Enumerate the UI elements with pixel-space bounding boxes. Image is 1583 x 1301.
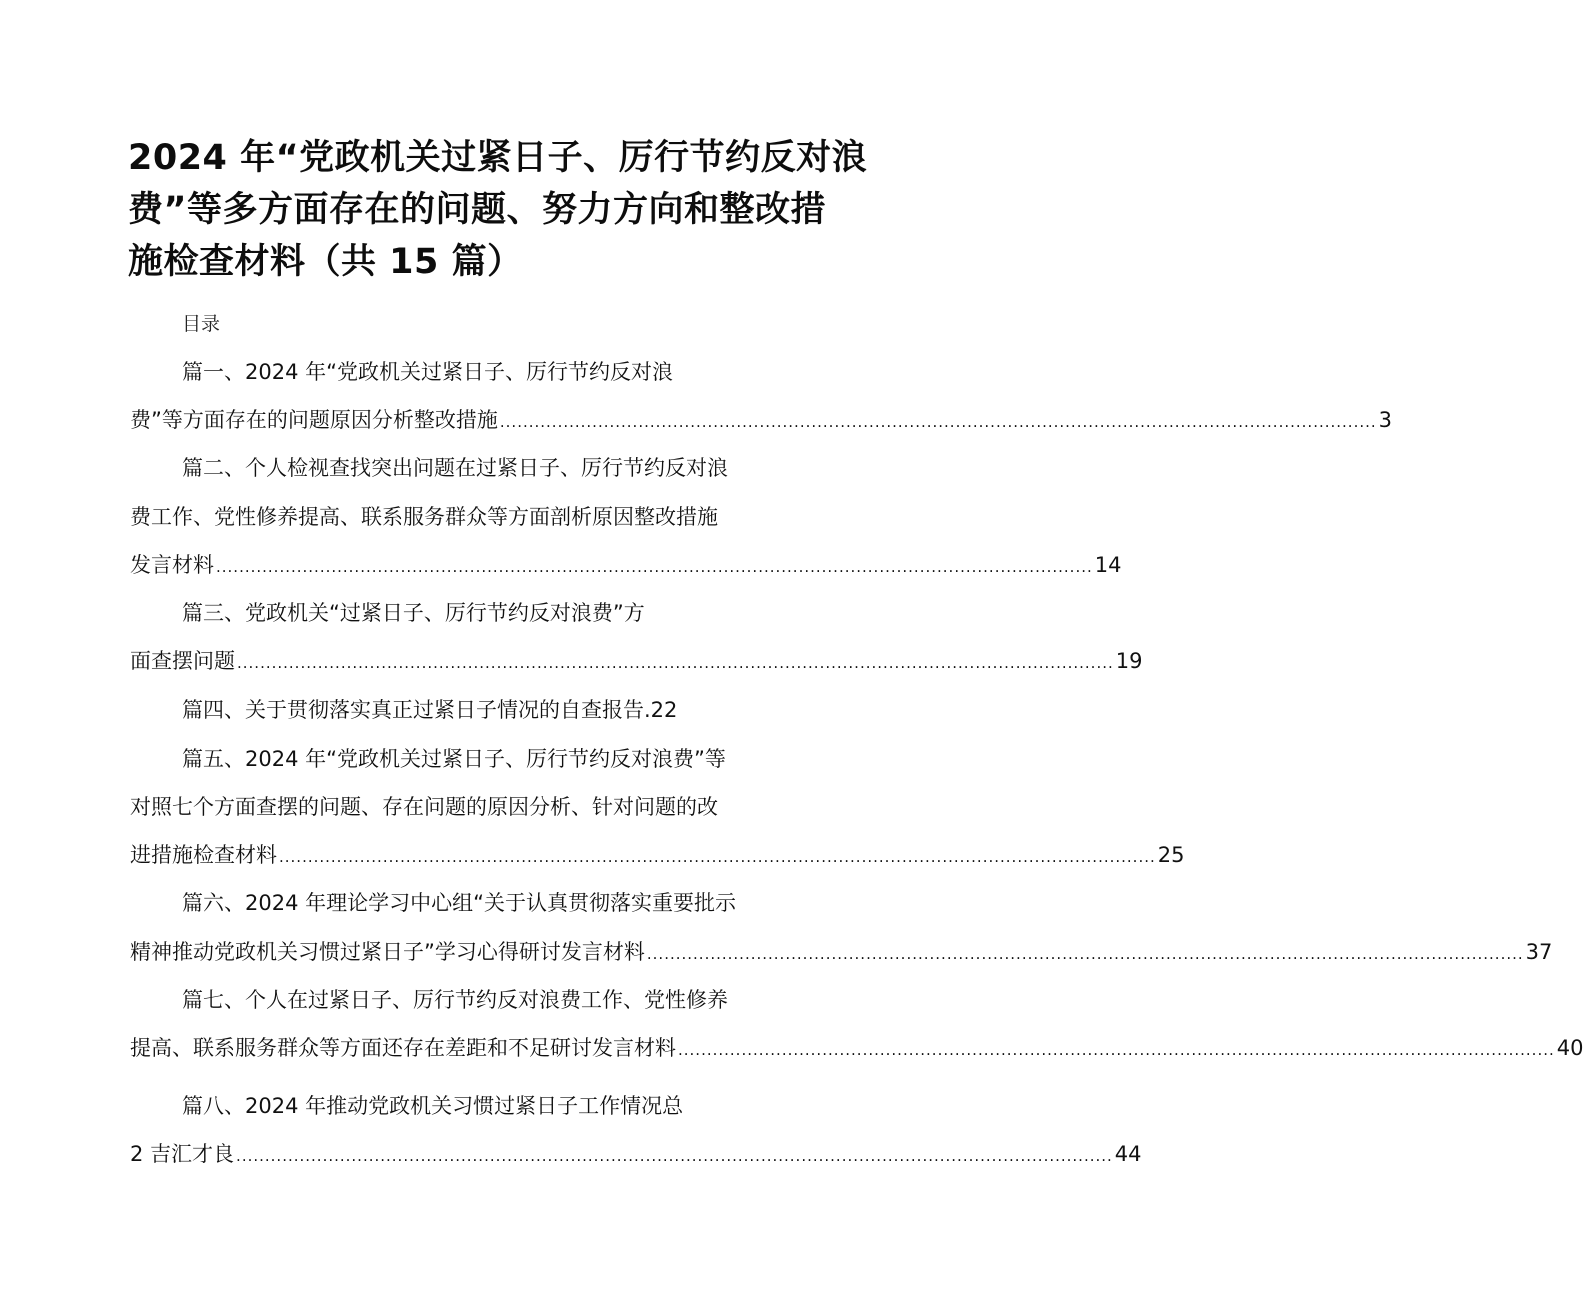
dot-leader: ........................................................................................................................................................ [499, 413, 1377, 431]
toc-entry-3-last-line[interactable] [130, 645, 1143, 677]
title-line-1: 2024 年“党政机关过紧日子、厉行节约反对浪 [128, 138, 868, 178]
toc-entry-8-page: 44 [1114, 1142, 1142, 1166]
dot-leader: ........................................................................................................................................................ [216, 558, 1093, 576]
toc-entry-7-page: 40 [1556, 1036, 1583, 1060]
toc-entry-5-line-1: 篇五、2024 年“党政机关过紧日子、厉行节约反对浪费”等 [182, 747, 726, 771]
toc-heading: 目录 [182, 313, 221, 335]
toc-entry-5-last-line[interactable] [130, 839, 1185, 871]
toc-entry-2-text: 发言材料 [130, 553, 214, 577]
document-title [128, 132, 868, 288]
toc-entry-4-text: 篇四、关于贯彻落实真正过紧日子情况的自查报告 [182, 698, 644, 722]
toc-entry-4-page: .22 [644, 698, 678, 722]
dot-leader: ........................................................................................................................................................ [678, 1041, 1555, 1059]
toc-entry-2-last-line[interactable] [130, 549, 1122, 581]
toc-entry-5-text: 进措施检查材料 [130, 843, 277, 867]
toc-entry-8-line-1: 篇八、2024 年推动党政机关习惯过紧日子工作情况总 [182, 1094, 684, 1118]
toc-entry-5-line-2: 对照七个方面查摆的问题、存在问题的原因分析、针对问题的改 [130, 795, 718, 819]
toc-entry-5-page: 25 [1157, 843, 1185, 867]
toc-entry-6-last-line[interactable] [130, 936, 1553, 968]
toc-entry-8-text: 2 吉汇才良 [130, 1142, 235, 1166]
toc-entry-1-text: 费”等方面存在的问题原因分析整改措施 [130, 408, 498, 432]
dot-leader: ........................................................................................................................................................ [236, 1147, 1113, 1165]
toc-entry-6-page: 37 [1525, 940, 1553, 964]
dot-leader: ........................................................................................................................................................ [237, 654, 1114, 672]
toc-entry-1-page: 3 [1378, 408, 1393, 432]
toc-entry-8-last-line[interactable] [130, 1138, 1142, 1170]
toc-entry-4-last-line[interactable] [182, 694, 677, 726]
toc-entry-3-text: 面查摆问题 [130, 649, 235, 673]
toc-entry-2-page: 14 [1094, 553, 1122, 577]
title-line-2: 费”等多方面存在的问题、努力方向和整改措 [128, 190, 827, 230]
toc-entry-6-line-1: 篇六、2024 年理论学习中心组“关于认真贯彻落实重要批示 [182, 891, 736, 915]
title-line-3: 施检查材料（共 15 篇） [128, 242, 523, 282]
dot-leader: ........................................................................................................................................................ [279, 848, 1156, 866]
toc-entry-3-page: 19 [1115, 649, 1143, 673]
dot-leader: ........................................................................................................................................................ [646, 945, 1524, 963]
toc-entry-7-line-1: 篇七、个人在过紧日子、厉行节约反对浪费工作、党性修养 [182, 988, 728, 1012]
toc-entry-3-line-1: 篇三、党政机关“过紧日子、厉行节约反对浪费”方 [182, 601, 645, 625]
toc-entry-1-line-1: 篇一、2024 年“党政机关过紧日子、厉行节约反对浪 [182, 360, 673, 384]
toc-entry-1-last-line[interactable] [130, 404, 1393, 436]
toc-entry-7-text: 提高、联系服务群众等方面还存在差距和不足研讨发言材料 [130, 1036, 676, 1060]
toc-entry-2-line-2: 费工作、党性修养提高、联系服务群众等方面剖析原因整改措施 [130, 505, 718, 529]
toc-entry-2-line-1: 篇二、个人检视查找突出问题在过紧日子、厉行节约反对浪 [182, 456, 728, 480]
toc-entry-6-text: 精神推动党政机关习惯过紧日子”学习心得研讨发言材料 [130, 940, 645, 964]
toc-entry-7-last-line[interactable] [130, 1032, 1583, 1064]
